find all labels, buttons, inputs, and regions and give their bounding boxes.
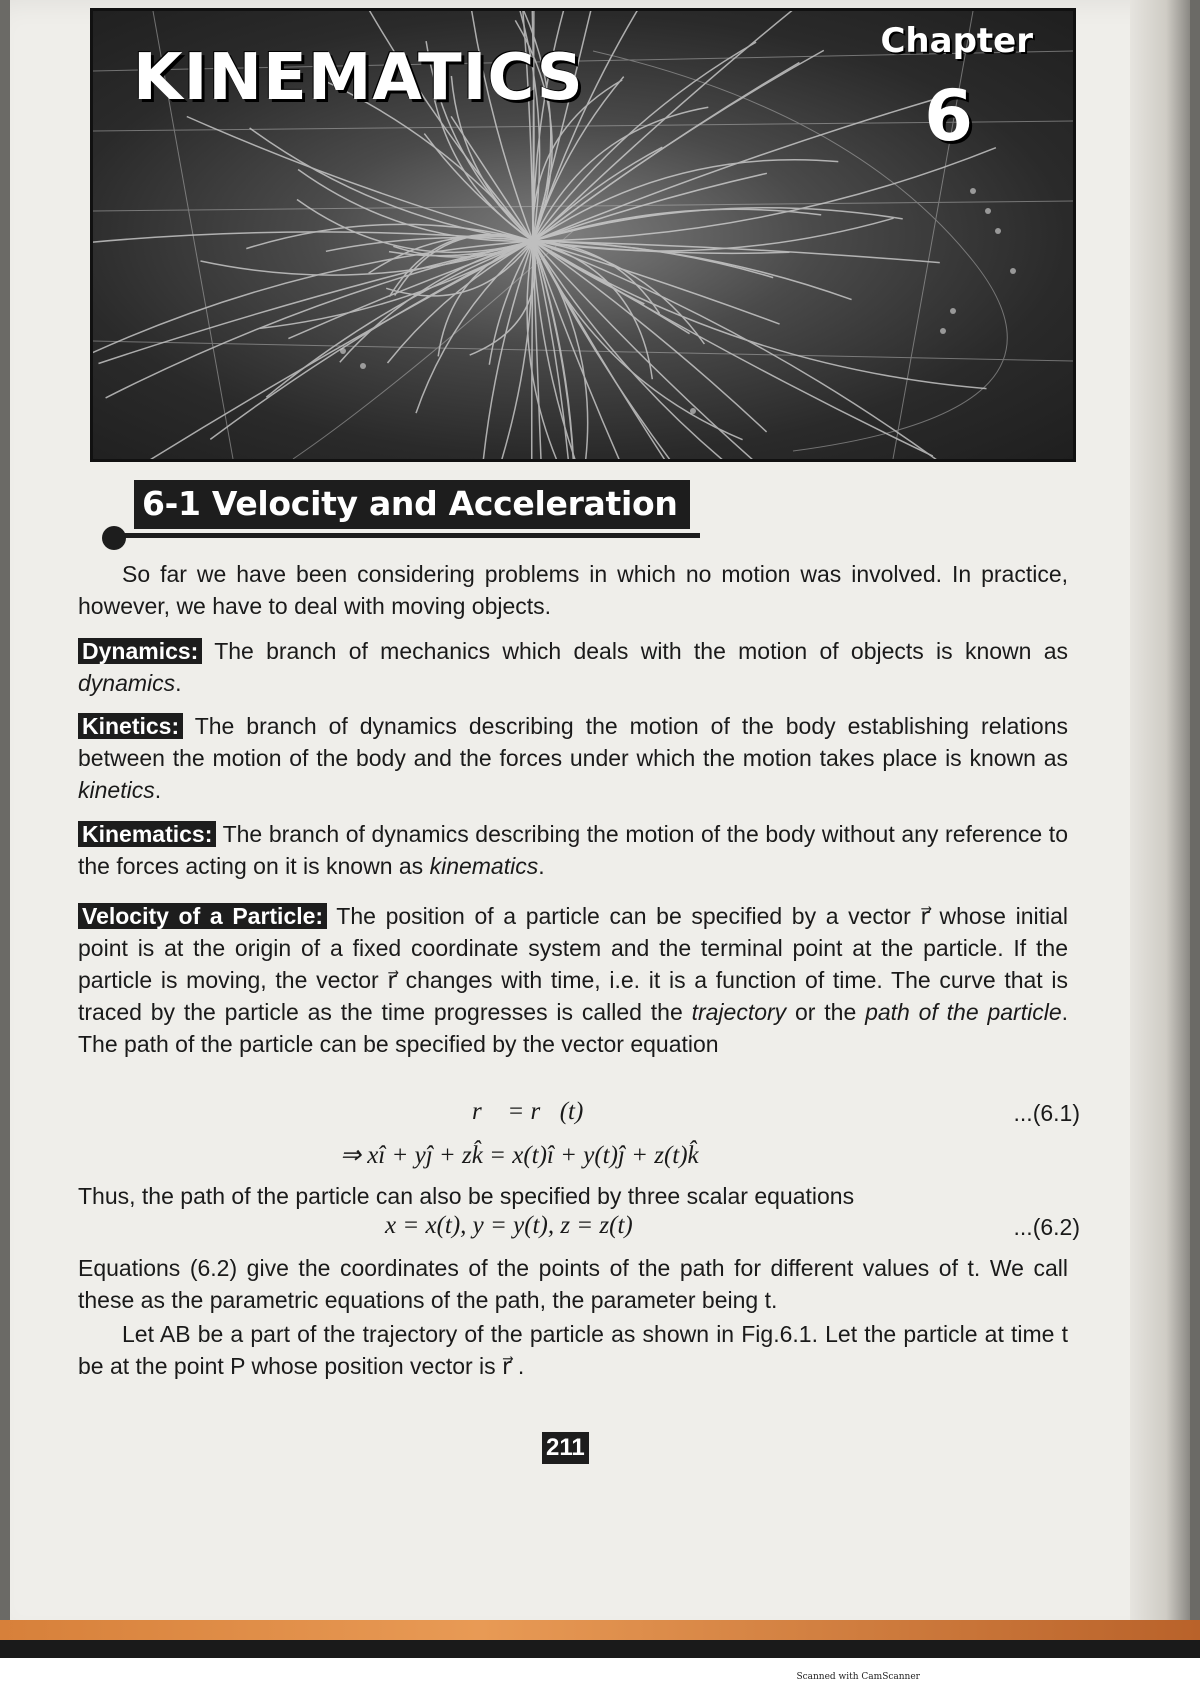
particle-track (134, 241, 533, 459)
trajectory-paragraph: Let AB be a part of the trajectory of the particle as shown in Fig.6.1. Let the particle at time t be at the point P whose position vector is r⃗ . (78, 1321, 1068, 1379)
definition-velocity: Velocity of a Particle: The position of a particle can be specified by a vector r⃗ whose initial point is at the origin of a fixed coordinate system and the terminal point at the particle. If the particle is moving, the vector r⃗ changes with time, i.e. it is a function of time. The curve that is traced by the particle as the time progresses is called the trajectory or the path of the particle. The path of the particle can be specified by the vector equation (78, 903, 1069, 1057)
equation-number-6-2: ...(6.2) (1013, 1214, 1080, 1240)
term-dynamics: Dynamics: (78, 638, 202, 664)
page-number: 211 (542, 1432, 589, 1464)
definition-kinetics: Kinetics: The branch of dynamics describing the motion of the body establishing relations between the motion of the body and the forces under which the motion takes place is known as kinetics. (78, 713, 1068, 803)
equation-6-1-expanded: ⇒ xî + yĵ + zk̂ = x(t)î + y(t)ĵ + z(t)k̂ (340, 1142, 699, 1169)
chapter-label: Chapter (880, 21, 1033, 61)
particle-track (266, 241, 533, 397)
particle-track (470, 241, 536, 355)
equation-6-1: r⃗ = r⃗(t) (472, 1098, 584, 1125)
particle-track (533, 148, 996, 241)
chapter-banner (90, 8, 1076, 462)
parametric-paragraph: Equations (6.2) give the coordinates of the points of the path for different values of t. We call these as the parametric equations of the path, the parameter being t. (78, 1255, 1068, 1313)
scanner-watermark: Scanned with CamScanner (796, 1672, 920, 1682)
background-band (0, 1640, 1200, 1658)
heading-underline (110, 533, 700, 538)
particle-track (340, 241, 533, 362)
equation-6-2: x = x(t), y = y(t), z = z(t) (385, 1212, 633, 1239)
intro-paragraph: So far we have been considering problems in which no motion was involved. In practice, however, we have to deal with moving objects. (78, 561, 1068, 619)
particle-track (533, 241, 743, 440)
heading-bullet (102, 526, 126, 550)
section-heading: 6-1 Velocity and Acceleration (134, 480, 690, 529)
particle-track (187, 117, 533, 242)
definition-dynamics: Dynamics: The branch of mechanics which deals with the motion of objects is known as dynamics. (78, 638, 1068, 696)
definition-kinematics: Kinematics: The branch of dynamics describing the motion of the body without any reference to the forces acting on it is known as kinematics. (78, 821, 1068, 879)
term-kinematics: Kinematics: (78, 821, 216, 847)
term-velocity: Velocity of a Particle: (78, 903, 327, 929)
term-kinetics: Kinetics: (78, 713, 183, 739)
scalar-intro: Thus, the path of the particle can also be specified by three scalar equations (78, 1183, 855, 1209)
scan-margin (0, 1658, 1200, 1698)
particle-track (533, 241, 869, 459)
page-edge (1130, 0, 1190, 1640)
equation-number-6-1: ...(6.1) (1013, 1100, 1080, 1126)
chapter-title: KINEMATICS (133, 41, 584, 115)
chapter-number: 6 (924, 75, 973, 157)
particle-track (533, 241, 933, 456)
